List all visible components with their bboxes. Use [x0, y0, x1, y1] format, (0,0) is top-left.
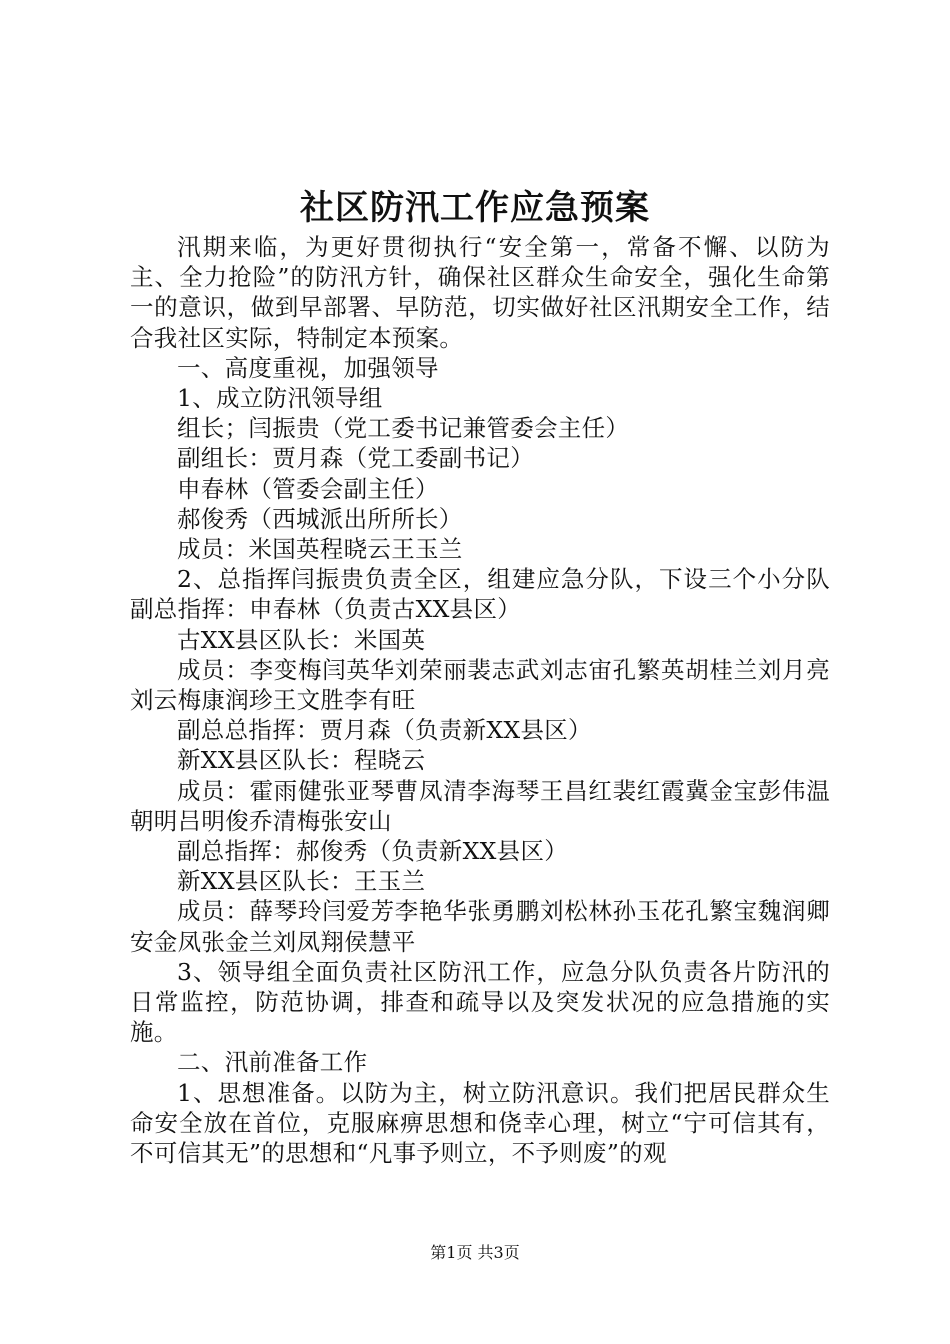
paragraph: 郝俊秀（西城派出所所长） — [177, 504, 463, 533]
paragraph: 汛期来临，为更好贯彻执行“安全第一，常备不懈、以防为主、全力抢险”的防汛方针，确保社区群众生命安全，强化生命第一的意识，做到早部署、早防范，切实做好社区汛期安全工作，结合我社区实际，特制定本预案。 — [130, 233, 830, 352]
document-body — [130, 232, 830, 1168]
paragraph: 新XX县区队长：程晓云 — [177, 746, 426, 775]
paragraph: 1、成立防汛领导组 — [177, 384, 383, 413]
paragraph: 成员：霍雨健张亚琴曹凤清李海琴王昌红裴红霞冀金宝彭伟温朝明吕明俊乔清梅张安山 — [130, 776, 830, 835]
paragraph: 成员：李变梅闫英华刘荣丽裴志武刘志宙孔繁英胡桂兰刘月亮刘云梅康润珍王文胜李有旺 — [130, 655, 830, 715]
paragraph: 2、总指挥闫振贵负责全区，组建应急分队，下设三个小分队副总指挥：申春林（负责古XX县区） — [130, 565, 830, 624]
paragraph: 成员：薛琴玲闫爱芳李艳华张勇鹏刘松林孙玉花孔繁宝魏润卿安金凤张金兰刘凤翔侯慧平 — [130, 897, 830, 956]
paragraph: 1、思想准备。以防为主，树立防汛意识。我们把居民群众生命安全放在首位，克服麻痹思想和侥幸心理，树立“宁可信其有，不可信其无”的思想和“凡事予则立，不予则废”的观 — [130, 1078, 830, 1168]
paragraph: 组长；闫振贵（党工委书记兼管委会主任） — [177, 414, 630, 443]
paragraph: 副总指挥：郝俊秀（负责新XX县区） — [177, 837, 569, 866]
paragraph: 一、高度重视，加强领导 — [177, 353, 439, 382]
paragraph: 副组长：贾月森（党工委副书记） — [177, 444, 534, 473]
page-number-footer: 第1页 共3页 — [430, 1243, 520, 1262]
paragraph: 古XX县区队长：米国英 — [177, 625, 426, 654]
paragraph: 副总总指挥：贾月森（负责新XX县区） — [177, 716, 592, 745]
paragraph: 新XX县区队长：王玉兰 — [177, 867, 426, 896]
paragraph: 成员：米国英程晓云王玉兰 — [177, 535, 463, 564]
paragraph: 二、汛前准备工作 — [177, 1048, 368, 1077]
paragraph: 3、领导组全面负责社区防汛工作，应急分队负责各片防汛的日常监控，防范协调，排查和疏导以及突发状况的应急措施的实施。 — [130, 957, 830, 1047]
document-title: 社区防汛工作应急预案 — [300, 188, 650, 228]
paragraph: 申春林（管委会副主任） — [177, 474, 439, 503]
